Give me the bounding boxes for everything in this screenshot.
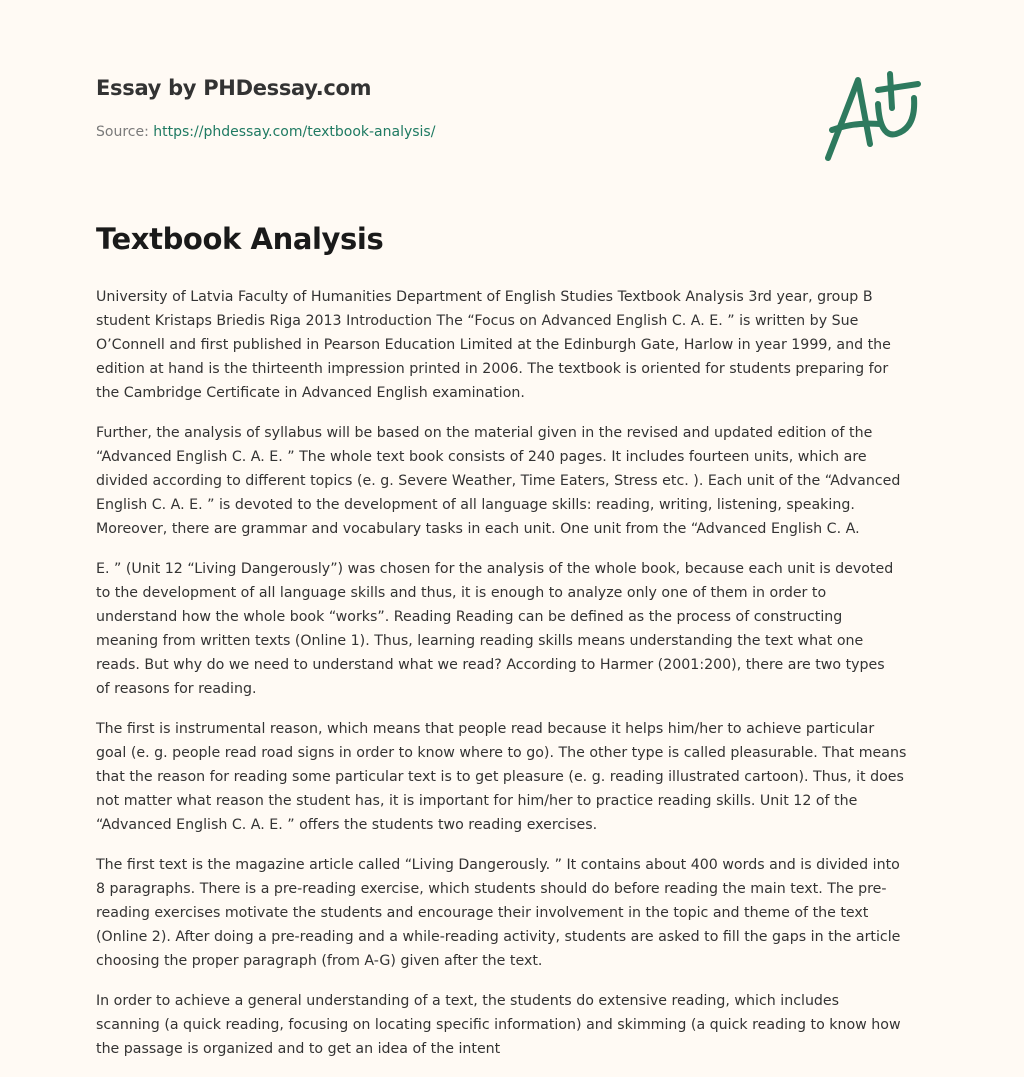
paragraph-line: understand how the whole book “works”. Reading Reading can be defined as the process of constructing (96, 609, 843, 625)
paragraph-line: reads. But why do we need to understand what we read? According to Harmer (2001:200), there are two types (96, 657, 885, 673)
paragraph-line: student Kristaps Briedis Riga 2013 Introduction The “Focus on Advanced English C. A. E. ” is written by Sue (96, 313, 859, 329)
paragraph-line: meaning from written texts (Online 1). Thus, learning reading skills means understanding the text what one (96, 633, 864, 649)
paragraph-line: “Advanced English C. A. E. ” offers the students two reading exercises. (96, 817, 598, 833)
essay-paragraph (96, 853, 946, 973)
page-title: Textbook Analysis (96, 222, 384, 256)
essay-paragraph (96, 557, 946, 701)
essay-paragraph (96, 421, 946, 541)
source-label: Source: (96, 124, 149, 140)
paragraph-line: divided according to different topics (e. g. Severe Weather, Time Eaters, Stress etc. ). Each unit of the “Advanced (96, 473, 901, 489)
essay-body (96, 285, 946, 1077)
paragraph-line: E. ” (Unit 12 “Living Dangerously”) was chosen for the analysis of the whole book, because each unit is devoted (96, 561, 894, 577)
paragraph-line: the passage is organized and to get an idea of the intent (96, 1041, 501, 1057)
paragraph-line: 8 paragraphs. There is a pre-reading exercise, which students should do before reading the main text. The pre- (96, 881, 887, 897)
site-brand: Essay by PHDessay.com (96, 76, 372, 100)
paragraph-line: edition at hand is the thirteenth impression printed in 2006. The textbook is oriented for students preparing for (96, 361, 889, 377)
a-plus-logo-icon (818, 68, 928, 164)
paragraph-line: that the reason for reading some particular text is to get pleasure (e. g. reading illustrated cartoon). Thus, it does (96, 769, 904, 785)
paragraph-line: “Advanced English C. A. E. ” The whole text book consists of 240 pages. It includes fourteen units, which are (96, 449, 867, 465)
paragraph-line: Moreover, there are grammar and vocabulary tasks in each unit. One unit from the “Advanced English C. A. (96, 521, 860, 537)
paragraph-line: In order to achieve a general understanding of a text, the students do extensive reading, which includes (96, 993, 840, 1009)
paragraph-line: of reasons for reading. (96, 681, 257, 697)
paragraph-line: The first is instrumental reason, which means that people read because it helps him/her to achieve particular (96, 721, 875, 737)
paragraph-line: to the development of all language skills and thus, it is enough to analyze only one of them in order to (96, 585, 827, 601)
essay-paragraph (96, 989, 946, 1061)
paragraph-line: not matter what reason the student has, it is important for him/her to practice reading skills. Unit 12 of the (96, 793, 858, 809)
source-line (96, 124, 435, 140)
essay-paragraph (96, 717, 946, 837)
paragraph-line: reading exercises motivate the students and encourage their involvement in the topic and theme of the text (96, 905, 869, 921)
source-link[interactable]: https://phdessay.com/textbook-analysis/ (153, 124, 436, 140)
paragraph-line: the Cambridge Certificate in Advanced English examination. (96, 385, 525, 401)
paragraph-line: scanning (a quick reading, focusing on locating specific information) and skimming (a quick reading to know how (96, 1017, 901, 1033)
paragraph-line: (Online 2). After doing a pre-reading and a while-reading activity, students are asked to fill the gaps in the article (96, 929, 901, 945)
paragraph-line: Further, the analysis of syllabus will be based on the material given in the revised and updated edition of the (96, 425, 873, 441)
paragraph-line: The first text is the magazine article called “Living Dangerously. ” It contains about 400 words and is divided into (96, 857, 900, 873)
paragraph-line: goal (e. g. people read road signs in order to know where to go). The other type is called pleasurable. That means (96, 745, 907, 761)
paragraph-line: English C. A. E. ” is devoted to the development of all language skills: reading, writing, listening, speaking. (96, 497, 855, 513)
paragraph-line: University of Latvia Faculty of Humanities Department of English Studies Textbook Analysis 3rd year, group B (96, 289, 873, 305)
paragraph-line: O’Connell and first published in Pearson Education Limited at the Edinburgh Gate, Harlow in year 1999, and the (96, 337, 891, 353)
essay-paragraph (96, 285, 946, 405)
paragraph-line: choosing the proper paragraph (from A-G) given after the text. (96, 953, 543, 969)
